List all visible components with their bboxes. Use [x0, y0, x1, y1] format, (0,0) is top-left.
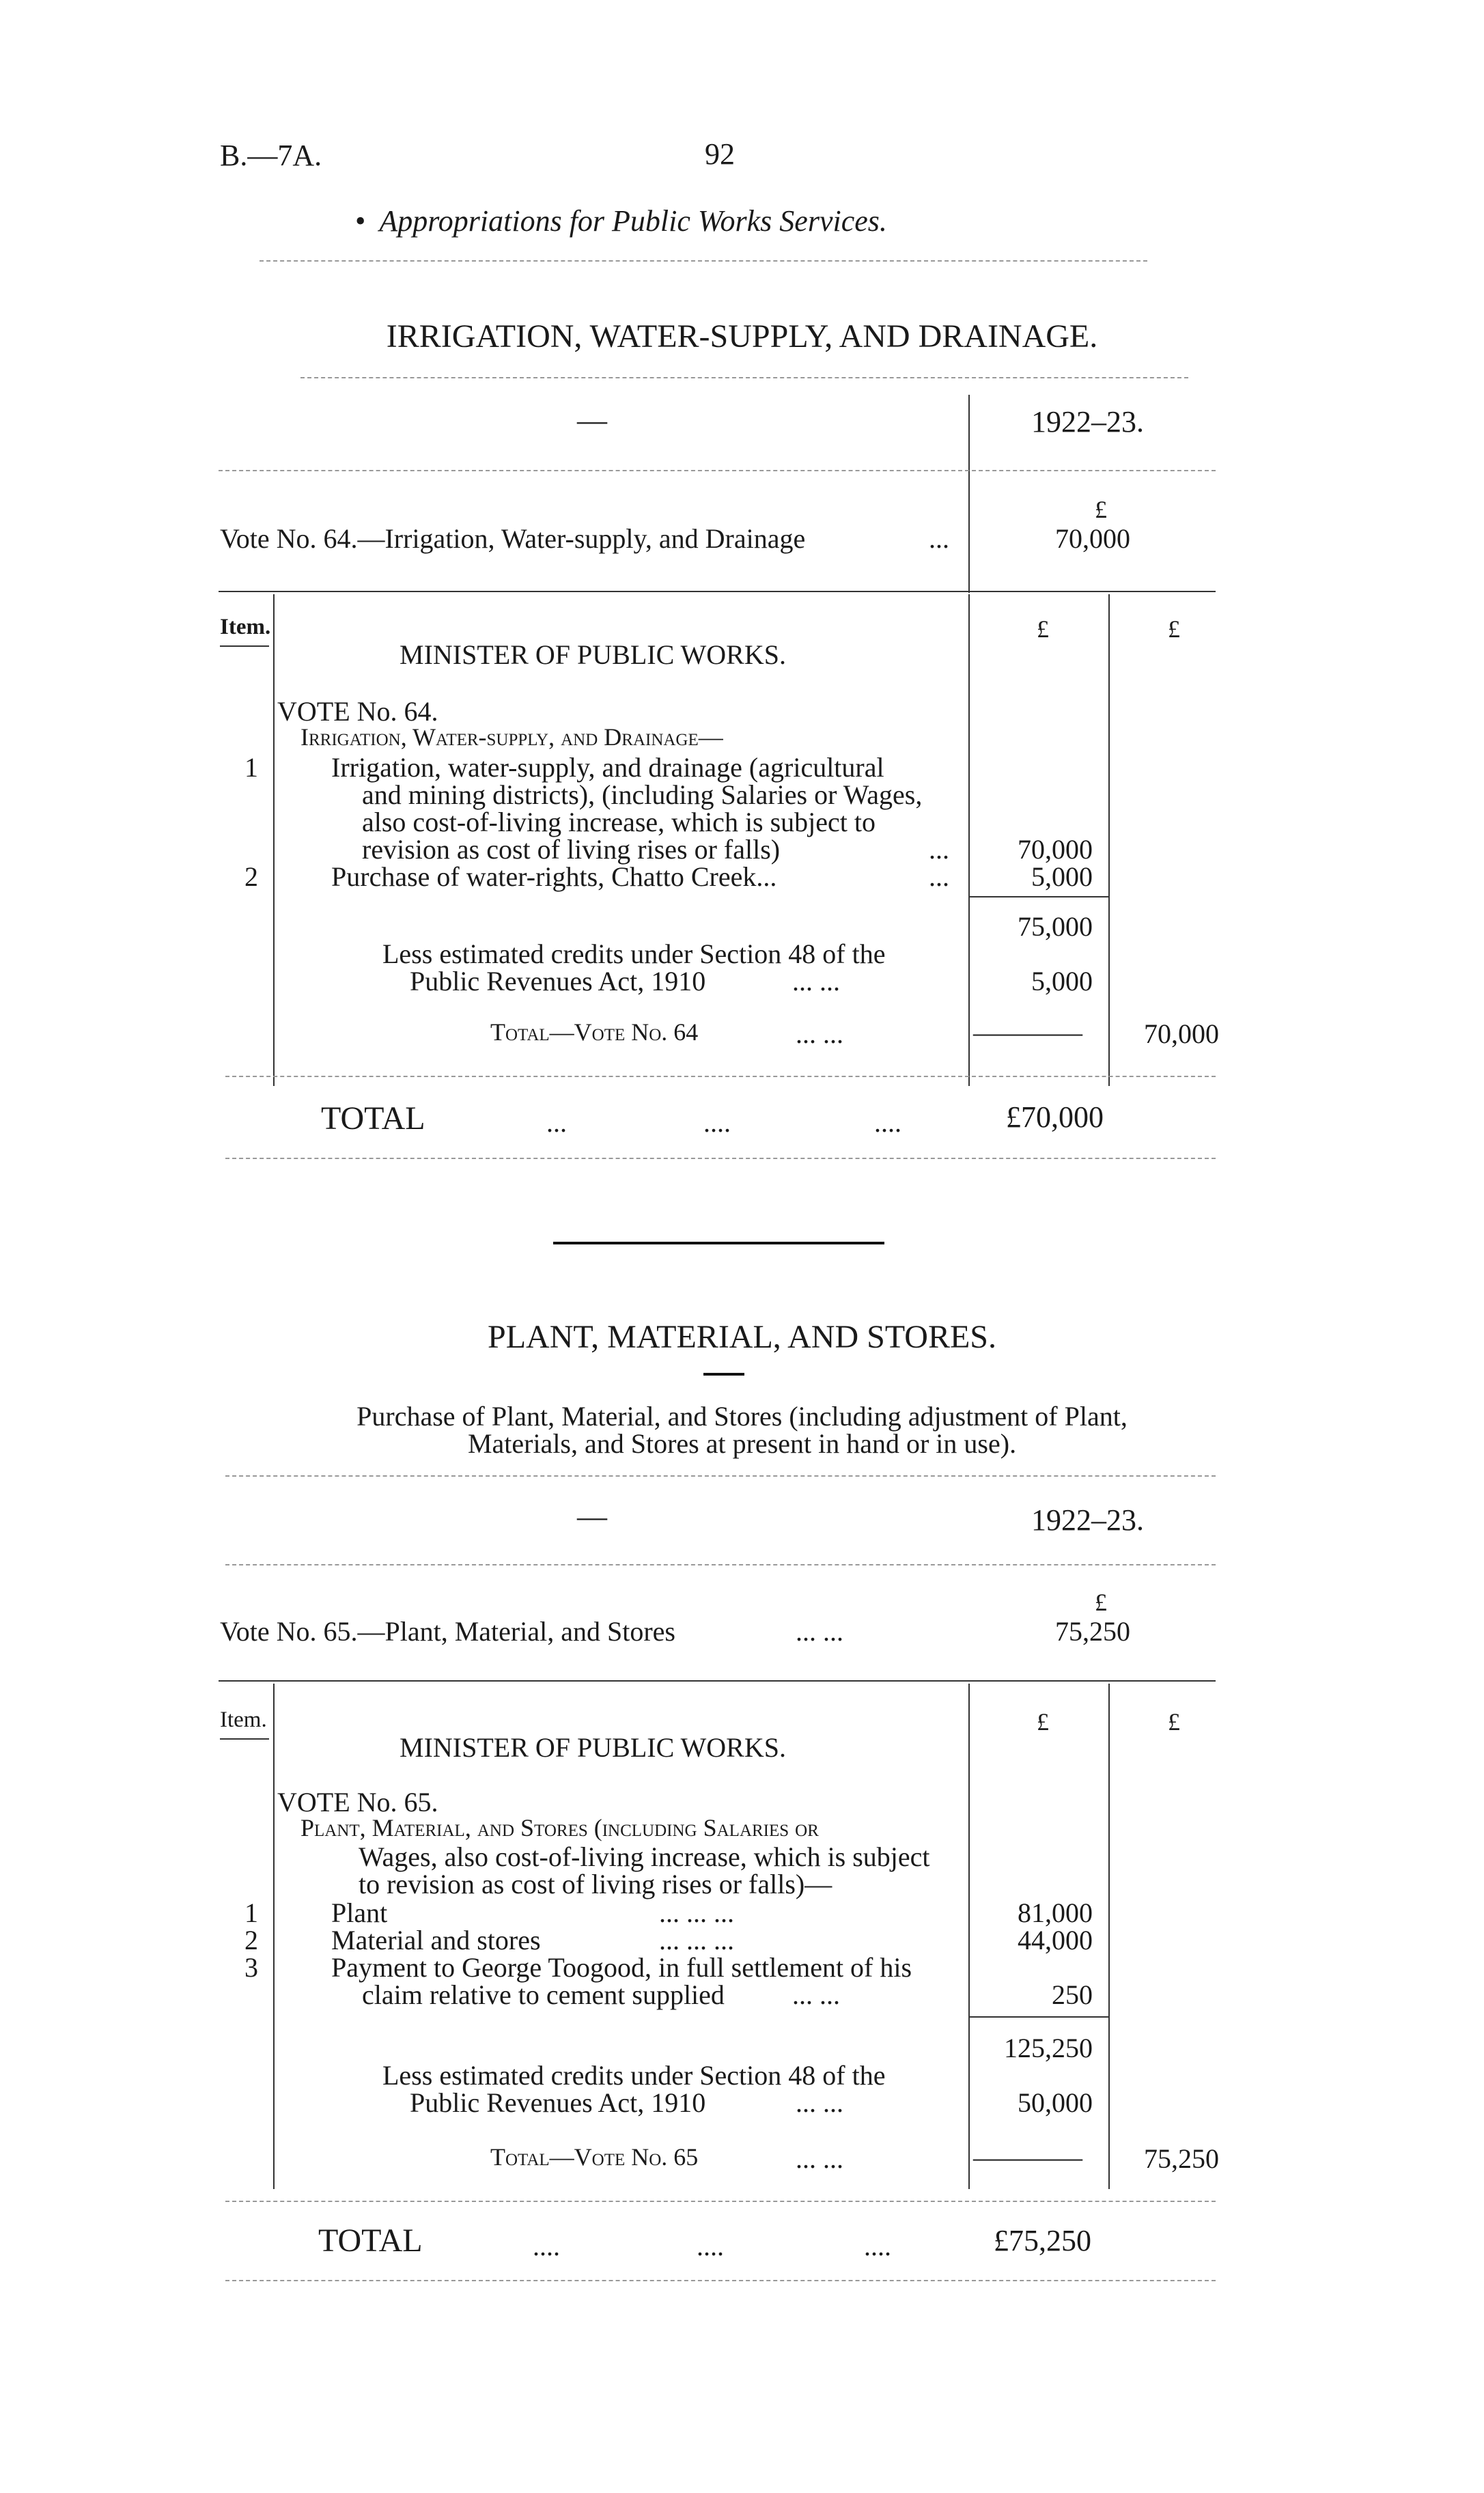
- item-description-line: also cost-of-living increase, which is subject to: [362, 807, 876, 837]
- total-pound-sign: £: [1168, 615, 1180, 643]
- header-rule: [260, 260, 1147, 262]
- vote-subheading: Irrigation, Water-supply, and Drainage—: [300, 723, 723, 751]
- item-dots: ... ...: [792, 1979, 840, 2010]
- item-header: Item.: [220, 1708, 267, 1732]
- vote-total-label: Total—Vote No. 64: [490, 1018, 699, 1046]
- less-credits-dots: ... ...: [796, 2087, 843, 2118]
- item-description-line: claim relative to cement supplied: [362, 1979, 725, 2010]
- grand-total-dots: ....: [864, 2231, 891, 2261]
- table-bottom-rule: [225, 1076, 1216, 1077]
- summary-dots: ...: [929, 523, 949, 554]
- subtotal-amount: 125,250: [1004, 2033, 1093, 2063]
- vote-heading: VOTE No. 64.: [277, 696, 438, 727]
- section-title-plant: PLANT, MATERIAL, AND STORES.: [488, 1319, 996, 1355]
- grand-total-rule: [225, 2280, 1216, 2281]
- item-amount: 5,000: [1031, 861, 1093, 892]
- page-number: 92: [705, 137, 735, 171]
- total-column-rule: [1108, 1684, 1110, 2189]
- less-credits-line: Less estimated credits under Section 48 of the: [382, 938, 886, 969]
- description-rule: [225, 1475, 1216, 1477]
- amount-pound-sign: £: [1037, 615, 1049, 643]
- page-subtitle: • Appropriations for Public Works Services.: [355, 204, 887, 238]
- grand-total-label: TOTAL: [321, 1100, 425, 1137]
- document-reference: B.—7A.: [220, 139, 322, 172]
- minister-heading: MINISTER OF PUBLIC WORKS.: [400, 639, 786, 670]
- summary-bottom-rule: [219, 591, 1216, 592]
- summary-amount: 75,250: [1055, 1616, 1130, 1647]
- vote-heading: VOTE No. 65.: [277, 1787, 438, 1817]
- item-amount: 250: [1052, 1979, 1093, 2010]
- item-dots: ...: [929, 834, 949, 865]
- summary-year: 1922–23.: [1031, 405, 1144, 438]
- less-credits-dots: ... ...: [792, 966, 840, 997]
- summary-dots: ... ...: [796, 1616, 843, 1647]
- grand-total-label: TOTAL: [318, 2223, 423, 2259]
- grand-total-dots: ....: [697, 2231, 724, 2261]
- bullet-icon: •: [355, 204, 366, 238]
- item-header-rule: [220, 645, 269, 647]
- title-short-rule: [703, 1373, 744, 1376]
- grand-total-dots: ....: [533, 2231, 560, 2261]
- summary-pound-sign: £: [1095, 1589, 1107, 1616]
- subtotal-rule: [970, 2016, 1108, 2018]
- summary-bottom-rule: [219, 1680, 1216, 1682]
- section-title-irrigation: IRRIGATION, WATER-SUPPLY, AND DRAINAGE.: [386, 318, 1098, 354]
- summary-year: 1922–23.: [1031, 1503, 1144, 1537]
- summary-column-rule: [968, 395, 970, 593]
- item-description-line: Purchase of water-rights, Chatto Creek...: [331, 861, 777, 892]
- minister-heading: MINISTER OF PUBLIC WORKS.: [400, 1732, 786, 1763]
- item-dots: ...: [929, 861, 949, 892]
- item-column-rule: [273, 1684, 275, 2189]
- less-credits-line: Less estimated credits under Section 48 of the: [382, 2060, 886, 2091]
- subtotal-rule: [970, 896, 1108, 897]
- item-number: 2: [244, 861, 258, 892]
- grand-total-amount: £75,250: [994, 2224, 1091, 2257]
- vote-total-amount: 70,000: [1144, 1018, 1219, 1049]
- total-pound-sign: £: [1168, 1708, 1180, 1736]
- item-number: 1: [244, 752, 258, 783]
- less-credits-amount: 50,000: [1018, 2087, 1093, 2118]
- grand-total-dots: ....: [874, 1107, 901, 1138]
- vote-total-dots: ... ...: [796, 2143, 843, 2174]
- item-description-line: revision as cost of living rises or falls): [362, 834, 781, 865]
- vote-total-label: Total—Vote No. 65: [490, 2143, 699, 2171]
- title-rule: [300, 377, 1188, 378]
- vote-total-dots: ... ...: [796, 1018, 843, 1049]
- vote-total-amount: 75,250: [1144, 2143, 1219, 2174]
- vote-subheading-line: to revision as cost of living rises or falls)—: [359, 1869, 832, 1899]
- summary-rule: [225, 1564, 1216, 1565]
- item-description-line: Plant: [331, 1897, 388, 1928]
- grand-total-dots: ...: [546, 1107, 567, 1138]
- subtotal-amount: 75,000: [1018, 911, 1093, 942]
- amount-column-rule: [968, 594, 970, 1086]
- vote-subheading-line: Wages, also cost-of-living increase, which is subject: [359, 1841, 930, 1872]
- item-amount: 81,000: [1018, 1897, 1093, 1928]
- item-description-line: Material and stores: [331, 1925, 541, 1955]
- grand-total-rule: [225, 1158, 1216, 1159]
- vote-subheading-line: Plant, Material, and Stores (including Salaries or: [300, 1814, 819, 1841]
- item-column-rule: [273, 594, 275, 1086]
- section-divider: [553, 1242, 884, 1244]
- less-credits-amount: 5,000: [1031, 966, 1093, 997]
- item-header-rule: [220, 1738, 269, 1740]
- item-description-line: and mining districts), (including Salaries or Wages,: [362, 779, 923, 810]
- item-description-line: Irrigation, water-supply, and drainage (agricultural: [331, 752, 884, 783]
- less-credits-line: Public Revenues Act, 1910: [410, 966, 706, 997]
- item-number: 1: [244, 1897, 258, 1928]
- grand-total-amount: £70,000: [1006, 1100, 1104, 1134]
- table-bottom-rule: [225, 2201, 1216, 2202]
- item-header: Item.: [220, 615, 271, 639]
- summary-amount: 70,000: [1055, 523, 1130, 554]
- summary-pound-sign: £: [1095, 496, 1107, 523]
- item-number: 2: [244, 1925, 258, 1955]
- item-dots: ... ... ...: [659, 1897, 734, 1928]
- summary-rule: [219, 470, 1216, 471]
- item-description-line: Payment to George Toogood, in full settlement of his: [331, 1952, 912, 1983]
- summary-vote-label: Vote No. 65.—Plant, Material, and Stores: [220, 1616, 675, 1647]
- section-description-line: Materials, and Stores at present in hand or in use).: [467, 1428, 1017, 1459]
- grand-total-dots: ....: [703, 1107, 731, 1138]
- item-number: 3: [244, 1952, 258, 1983]
- amount-pound-sign: £: [1037, 1708, 1049, 1736]
- summary-vote-label: Vote No. 64.—Irrigation, Water-supply, and Drainage: [220, 523, 806, 554]
- item-dots: ... ... ...: [659, 1925, 734, 1955]
- summary-dash: —: [577, 404, 607, 437]
- item-amount: 70,000: [1018, 834, 1093, 865]
- amount-column-rule: [968, 1684, 970, 2189]
- vote-total-dash: ————: [973, 2142, 1082, 2173]
- item-amount: 44,000: [1018, 1925, 1093, 1955]
- summary-dash: —: [577, 1500, 607, 1533]
- vote-total-dash: ————: [973, 1017, 1082, 1048]
- less-credits-line: Public Revenues Act, 1910: [410, 2087, 706, 2118]
- section-description-line: Purchase of Plant, Material, and Stores (including adjustment of Plant,: [356, 1401, 1128, 1432]
- total-column-rule: [1108, 594, 1110, 1086]
